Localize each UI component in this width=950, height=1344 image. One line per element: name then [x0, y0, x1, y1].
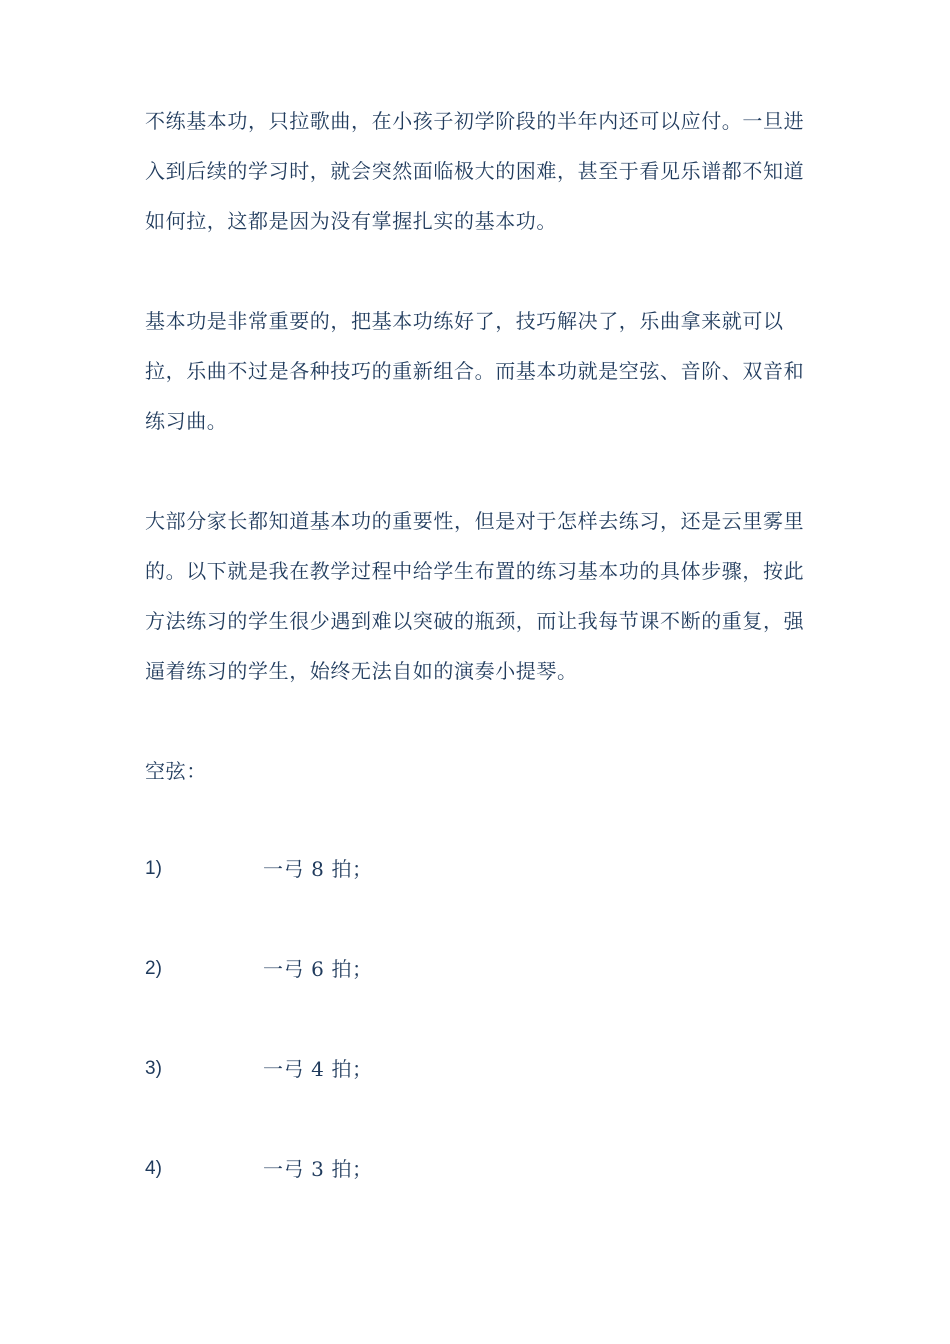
list-item — [145, 1144, 745, 1194]
list-item-text: 一弓 6 拍； — [263, 957, 373, 981]
list-item — [145, 1044, 745, 1094]
paragraph-basic-skills-warning: 不练基本功，只拉歌曲，在小孩子初学阶段的半年内还可以应付。一旦进入到后续的学习时，就会突然面临极大的困难，甚至于看见乐谱都不知道如何拉，这都是因为没有掌握扎实的基本功。 — [145, 109, 805, 233]
list-item-text: 一弓 4 拍； — [263, 1057, 373, 1081]
list-item-number: 2) — [145, 958, 162, 979]
list-item-text: 一弓 3 拍； — [263, 1157, 373, 1181]
section-heading-open-strings: 空弦： — [145, 759, 207, 783]
list-item — [145, 944, 745, 994]
list-item-text: 一弓 8 拍； — [263, 857, 373, 881]
list-item-number: 1) — [145, 858, 162, 879]
list-item-number: 4) — [145, 1158, 162, 1179]
list-item-number: 3) — [145, 1058, 162, 1079]
paragraph-practice-method: 大部分家长都知道基本功的重要性，但是对于怎样去练习，还是云里雾里的。以下就是我在教学过程中给学生布置的练习基本功的具体步骤，按此方法练习的学生很少遇到难以突破的瓶颈，而让我每节课不断的重复，强逼着练习的学生，始终无法自如的演奏小提琴。 — [145, 509, 805, 683]
list-item — [145, 844, 745, 894]
paragraph-basic-skills-importance: 基本功是非常重要的，把基本功练好了，技巧解决了，乐曲拿来就可以拉，乐曲不过是各种技巧的重新组合。而基本功就是空弦、音阶、双音和练习曲。 — [145, 309, 805, 433]
